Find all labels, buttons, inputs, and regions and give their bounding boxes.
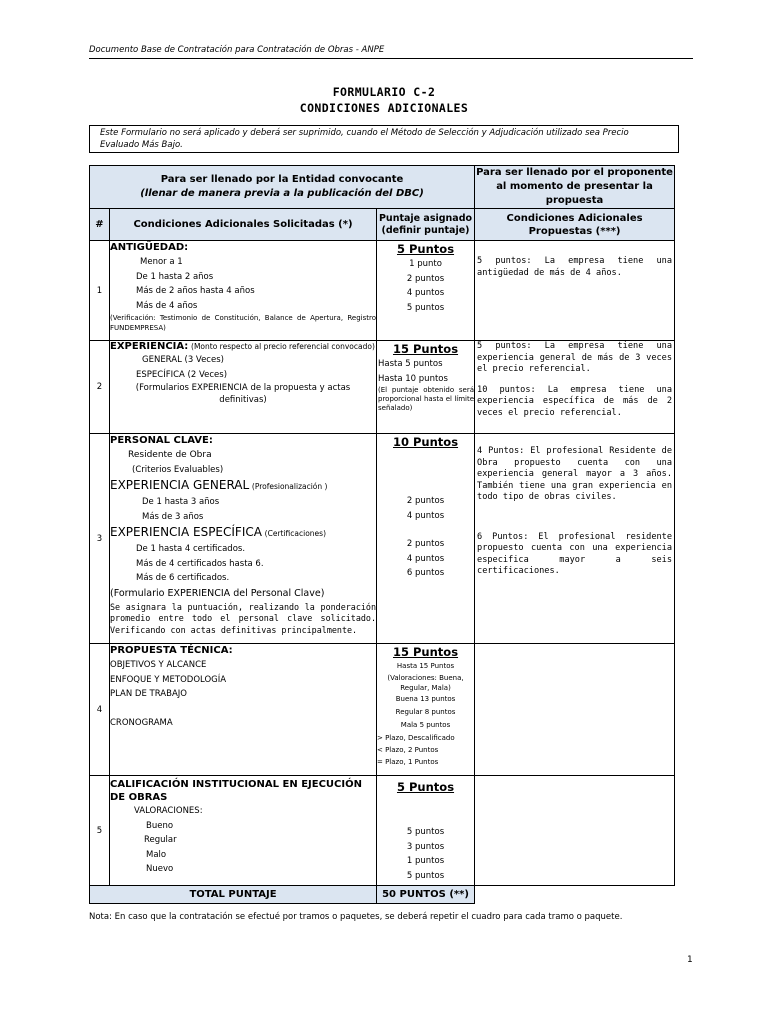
row-title: PERSONAL CLAVE: bbox=[110, 435, 213, 446]
score-title: 10 Puntos bbox=[392, 435, 459, 449]
proposal-cell bbox=[475, 241, 675, 341]
scoring-description: Se asignara la puntuación, realizando la ponderación promedio entre todo el personal clave solicitado. Verificando con actas definitivas principalmente. bbox=[110, 601, 376, 635]
total-label: TOTAL PUNTAJE bbox=[90, 886, 377, 904]
condition-item: CRONOGRAMA bbox=[110, 717, 173, 728]
proposal-text: 5 puntos: La empresa tiene una antigüedad de más de 4 años. bbox=[477, 256, 673, 278]
score-item: Regular 8 puntos bbox=[395, 708, 456, 716]
score-item: 5 puntos bbox=[406, 827, 445, 837]
condition-item: Malo bbox=[146, 849, 167, 860]
score-item: 2 puntos bbox=[406, 273, 445, 284]
row-number: 5 bbox=[90, 776, 110, 886]
score-cell bbox=[377, 644, 475, 776]
condition-item: (Criterios Evaluables) bbox=[132, 464, 224, 475]
notice-box: Este Formulario no será aplicado y deberá ser suprimido, cuando el Método de Selección y Adjudicación utilizado sea Precio Evaluado Más Bajo. bbox=[89, 125, 679, 153]
footnote: Nota: En caso que la contratación se efectué por tramos o paquetes, se deberá repetir el cuadro para cada tramo o paquete. bbox=[89, 912, 623, 922]
score-item: 4 puntos bbox=[406, 288, 445, 298]
condition-item: De 1 hasta 4 certificados. bbox=[136, 544, 246, 554]
col-proposal-header: Condiciones Adicionales Propuestas (***) bbox=[475, 209, 675, 241]
score-item: (Valoraciones: Buena, Regular, Mala) bbox=[387, 674, 464, 692]
score-item: 2 puntos bbox=[406, 496, 445, 506]
col-conditions-header: Condiciones Adicionales Solicitadas (*) bbox=[110, 209, 377, 241]
row-title: ANTIGÜEDAD: bbox=[110, 242, 189, 253]
condition-item: De 1 hasta 2 años bbox=[136, 271, 214, 282]
row-title: EXPERIENCIA: bbox=[110, 341, 189, 352]
score-item: Hasta 5 puntos bbox=[378, 359, 443, 369]
proposal-cell bbox=[475, 776, 675, 886]
table-row bbox=[90, 644, 675, 776]
column-header-row bbox=[90, 209, 675, 241]
score-item: Hasta 15 Puntos bbox=[396, 662, 455, 670]
proposal-text: 5 puntos: La empresa tiene una experiencia general de más de 3 veces el precio referencial. bbox=[477, 341, 673, 374]
page-number: 1 bbox=[687, 955, 693, 965]
empty-cell bbox=[475, 886, 675, 904]
table-row bbox=[90, 341, 675, 434]
score-item: 6 puntos bbox=[406, 568, 445, 578]
score-title: 5 Puntos bbox=[396, 780, 455, 794]
score-item: 4 puntos bbox=[406, 553, 445, 564]
condition-item: Más de 3 años bbox=[142, 511, 204, 522]
conditions-cell bbox=[110, 341, 377, 434]
entity-subheader: (llenar de manera previa a la publicación del DBC) bbox=[140, 188, 424, 199]
bidder-header: Para ser llenado por el proponente al momento de presentar la propuesta bbox=[475, 166, 675, 209]
condition-item: ESPECÍFICA (2 Veces) bbox=[136, 369, 228, 380]
row-number: 1 bbox=[90, 241, 110, 341]
condition-item: OBJETIVOS Y ALCANCE bbox=[110, 660, 207, 670]
col-num-header: # bbox=[90, 209, 110, 241]
score-title: 5 Puntos bbox=[396, 242, 455, 256]
score-item: = Plazo, 1 Puntos bbox=[377, 758, 439, 766]
score-item: > Plazo, Descalificado bbox=[377, 734, 455, 742]
table-row bbox=[90, 241, 675, 341]
general-experience-heading bbox=[110, 477, 376, 495]
verification-note: (Formularios EXPERIENCIA de la propuesta y actas definitivas) bbox=[135, 383, 351, 405]
score-cell bbox=[377, 434, 475, 644]
col-score-header: Puntaje asignado (definir puntaje) bbox=[377, 209, 475, 241]
form-title: FORMULARIO C-2 bbox=[332, 85, 436, 99]
general-experience-label: EXPERIENCIA GENERAL bbox=[110, 478, 250, 492]
verification-note: (Verificación: Testimonio de Constitución, Balance de Apertura, Registro FUNDEMPRESA) bbox=[110, 314, 376, 332]
row-title: CALIFICACIÓN INSTITUCIONAL EN EJECUCIÓN DE OBRAS bbox=[110, 779, 362, 803]
proposal-text: 6 Puntos: El profesional residente propuesto cuenta con una experiencia especifica mayor a seis certificaciones. bbox=[477, 531, 673, 576]
condition-item: ENFOQUE Y METODOLOGÍA bbox=[110, 674, 227, 685]
conditions-cell bbox=[110, 776, 377, 886]
proposal-cell bbox=[475, 434, 675, 644]
proposal-text: 10 puntos: La empresa tiene una experiencia específica de más de 2 veces el precio referencial. bbox=[477, 384, 673, 418]
conditions-cell bbox=[110, 434, 377, 644]
score-item: 5 puntos bbox=[406, 302, 445, 313]
header-divider bbox=[89, 58, 693, 59]
score-note: (El puntaje obtenido será proporcional hasta el límite señalado) bbox=[378, 386, 475, 412]
condition-item: PLAN DE TRABAJO bbox=[110, 689, 187, 699]
condition-item: Residente de Obra bbox=[128, 450, 212, 460]
conditions-table bbox=[89, 165, 675, 904]
score-item: 1 punto bbox=[409, 259, 442, 269]
score-item: 4 puntos bbox=[406, 510, 445, 521]
row-number: 2 bbox=[90, 341, 110, 434]
total-value: 50 PUNTOS (**) bbox=[377, 886, 475, 904]
score-item: Hasta 10 puntos bbox=[378, 373, 448, 384]
condition-item: VALORACIONES: bbox=[134, 806, 203, 816]
score-item: Mala 5 puntos bbox=[400, 721, 451, 729]
row-number: 3 bbox=[90, 434, 110, 644]
condition-item: Menor a 1 bbox=[140, 257, 183, 267]
table-row bbox=[90, 776, 675, 886]
document-header: Documento Base de Contratación para Contratación de Obras - ANPE bbox=[89, 45, 385, 55]
conditions-cell bbox=[110, 241, 377, 341]
specific-experience-note: (Certificaciones) bbox=[264, 529, 326, 538]
specific-experience-label: EXPERIENCIA ESPECÍFICA bbox=[110, 525, 262, 539]
score-item: 5 puntos bbox=[406, 870, 445, 881]
condition-item: Nuevo bbox=[146, 864, 174, 874]
score-item: Buena 13 puntos bbox=[395, 695, 456, 703]
score-cell bbox=[377, 776, 475, 886]
form-note: (Formulario EXPERIENCIA del Personal Clave) bbox=[110, 587, 325, 599]
score-item: < Plazo, 2 Puntos bbox=[377, 746, 439, 754]
condition-item: Más de 4 años bbox=[136, 300, 198, 311]
condition-item: Más de 4 certificados hasta 6. bbox=[136, 558, 264, 569]
condition-item: Bueno bbox=[146, 820, 174, 831]
row-number: 4 bbox=[90, 644, 110, 776]
score-item: 2 puntos bbox=[406, 539, 445, 549]
proposal-cell bbox=[475, 341, 675, 434]
condition-item: Más de 6 certificados. bbox=[136, 573, 230, 583]
proposal-text: 4 Puntos: El profesional Residente de Obra propuesto cuenta con una experiencia general mayor a 3 años. También tiene una gran experiencia en todo tipo de obras civiles. bbox=[477, 446, 673, 502]
specific-experience-heading bbox=[110, 524, 376, 542]
condition-item: Regular bbox=[144, 835, 177, 845]
table-header-row bbox=[90, 166, 675, 209]
conditions-cell bbox=[110, 644, 377, 776]
score-cell bbox=[377, 341, 475, 434]
row-title-block bbox=[110, 341, 376, 353]
entity-header: Para ser llenado por la Entidad convocante bbox=[160, 174, 404, 185]
row-title-note: (Monto respecto al precio referencial convocado) bbox=[191, 342, 375, 351]
condition-item: Más de 2 años hasta 4 años bbox=[136, 286, 255, 296]
entity-header-cell bbox=[90, 166, 475, 209]
general-experience-note: (Profesionalización ) bbox=[251, 482, 328, 491]
form-subtitle: CONDICIONES ADICIONALES bbox=[299, 101, 469, 115]
score-cell bbox=[377, 241, 475, 341]
table-row bbox=[90, 434, 675, 644]
proposal-cell bbox=[475, 644, 675, 776]
score-title: 15 Puntos bbox=[392, 645, 459, 659]
score-title: 15 Puntos bbox=[392, 342, 459, 356]
condition-item: GENERAL (3 Veces) bbox=[142, 355, 224, 365]
score-item: 1 puntos bbox=[406, 856, 445, 866]
total-row bbox=[90, 886, 675, 904]
condition-item: De 1 hasta 3 años bbox=[142, 497, 220, 507]
row-title: PROPUESTA TÉCNICA: bbox=[110, 645, 233, 656]
score-item: 3 puntos bbox=[406, 841, 445, 852]
